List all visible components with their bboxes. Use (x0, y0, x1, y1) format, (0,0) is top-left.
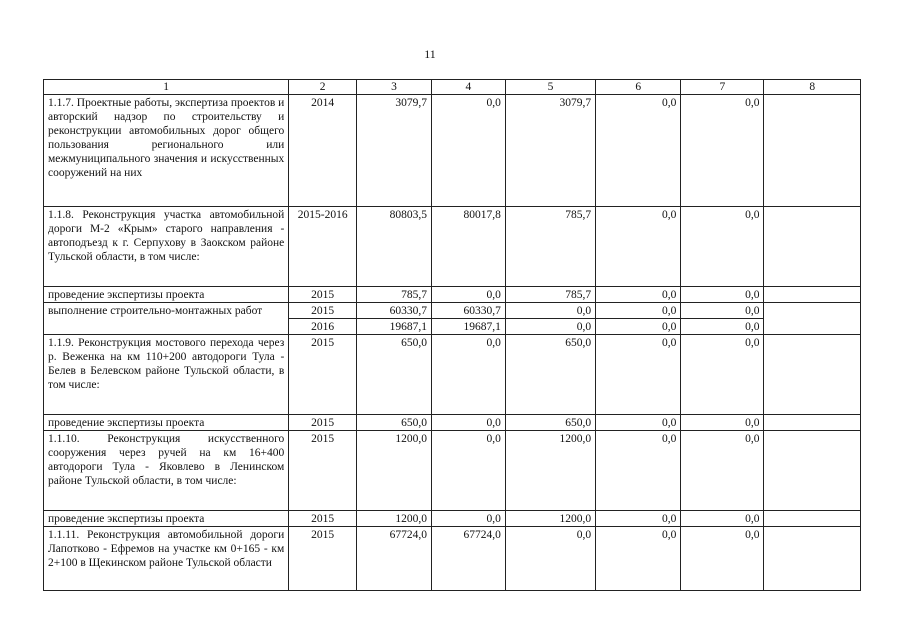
table-row (44, 335, 861, 415)
value-cell: 60330,7 (357, 303, 432, 319)
value-cell: 67724,0 (357, 527, 432, 591)
year-cell: 2015 (289, 287, 357, 303)
value-cell: 19687,1 (357, 319, 432, 335)
value-cell: 1200,0 (357, 511, 432, 527)
table-row (44, 527, 861, 591)
year-cell: 2016 (289, 319, 357, 335)
value-cell (764, 207, 861, 287)
value-cell: 0,0 (431, 415, 505, 431)
value-cell: 0,0 (681, 95, 764, 207)
value-cell: 0,0 (596, 527, 681, 591)
value-cell: 1200,0 (505, 431, 595, 511)
value-cell: 650,0 (357, 335, 432, 415)
value-cell: 0,0 (505, 303, 595, 319)
table-row (44, 207, 861, 287)
year-cell: 2015 (289, 431, 357, 511)
value-cell: 650,0 (505, 335, 595, 415)
column-header: 1 (44, 80, 289, 95)
value-cell: 0,0 (431, 511, 505, 527)
value-cell: 0,0 (431, 95, 505, 207)
column-header: 4 (431, 80, 505, 95)
value-cell: 0,0 (596, 335, 681, 415)
table-row (44, 95, 861, 207)
column-header: 6 (596, 80, 681, 95)
column-header: 8 (764, 80, 861, 95)
value-cell: 0,0 (681, 287, 764, 303)
value-cell (764, 431, 861, 511)
column-header: 5 (505, 80, 595, 95)
item-name: 1.1.8. Реконструкция участка автомобильной дороги М-2 «Крым» старого направления - автоподъезд к г. Серпухову в Заокском районе Тульской области, в том числе: (44, 207, 289, 287)
item-name: 1.1.9. Реконструкция мостового перехода через р. Веженка на км 110+200 автодороги Тула - Белев в Белевском районе Тульской области, в том числе: (44, 335, 289, 415)
column-header: 7 (681, 80, 764, 95)
value-cell: 0,0 (681, 511, 764, 527)
value-cell: 0,0 (681, 415, 764, 431)
table-row (44, 415, 861, 431)
value-cell: 785,7 (505, 287, 595, 303)
value-cell: 3079,7 (505, 95, 595, 207)
value-cell (764, 527, 861, 591)
value-cell (764, 511, 861, 527)
value-cell: 1200,0 (505, 511, 595, 527)
value-cell: 0,0 (681, 319, 764, 335)
value-cell: 0,0 (681, 431, 764, 511)
item-name: проведение экспертизы проекта (44, 511, 289, 527)
value-cell (764, 303, 861, 335)
value-cell: 0,0 (596, 303, 681, 319)
value-cell: 785,7 (357, 287, 432, 303)
value-cell: 0,0 (596, 207, 681, 287)
year-cell: 2015 (289, 511, 357, 527)
column-header: 2 (289, 80, 357, 95)
value-cell: 650,0 (505, 415, 595, 431)
value-cell (764, 415, 861, 431)
value-cell: 0,0 (431, 431, 505, 511)
value-cell: 0,0 (681, 303, 764, 319)
item-name: 1.1.10. Реконструкция искусственного сооружения через ручей на км 16+400 автодороги Тула - Яковлево в Ленинском районе Тульской области, в том числе: (44, 431, 289, 511)
item-name: 1.1.7. Проектные работы, экспертиза проектов и авторский надзор по строительству и реконструкции автомобильных дорог общего пользования регионального или межмуниципального значения и искусственных сооружений на них (44, 95, 289, 207)
value-cell: 0,0 (431, 335, 505, 415)
value-cell (764, 95, 861, 207)
value-cell: 0,0 (596, 431, 681, 511)
year-cell: 2015 (289, 335, 357, 415)
table-row (44, 287, 861, 303)
year-cell: 2015 (289, 415, 357, 431)
item-name: 1.1.11. Реконструкция автомобильной дороги Лапотково - Ефремов на участке км 0+165 - км 2+100 в Щекинском районе Тульской области (44, 527, 289, 591)
value-cell: 60330,7 (431, 303, 505, 319)
year-cell: 2014 (289, 95, 357, 207)
table-row (44, 431, 861, 511)
value-cell: 0,0 (596, 511, 681, 527)
value-cell: 80017,8 (431, 207, 505, 287)
year-cell: 2015 (289, 527, 357, 591)
value-cell: 0,0 (681, 335, 764, 415)
value-cell: 3079,7 (357, 95, 432, 207)
value-cell: 0,0 (681, 527, 764, 591)
value-cell: 0,0 (596, 287, 681, 303)
value-cell: 0,0 (505, 527, 595, 591)
table-row (44, 303, 861, 319)
column-header: 3 (357, 80, 432, 95)
item-name: выполнение строительно-монтажных работ (44, 303, 289, 335)
value-cell: 0,0 (596, 319, 681, 335)
value-cell: 0,0 (681, 207, 764, 287)
value-cell: 19687,1 (431, 319, 505, 335)
page-number: 11 (424, 47, 436, 61)
year-cell: 2015 (289, 303, 357, 319)
table-header-row (44, 80, 861, 95)
item-name: проведение экспертизы проекта (44, 415, 289, 431)
value-cell: 67724,0 (431, 527, 505, 591)
value-cell: 650,0 (357, 415, 432, 431)
value-cell: 0,0 (596, 95, 681, 207)
value-cell: 80803,5 (357, 207, 432, 287)
item-name: проведение экспертизы проекта (44, 287, 289, 303)
value-cell: 1200,0 (357, 431, 432, 511)
value-cell (764, 287, 861, 303)
value-cell: 0,0 (505, 319, 595, 335)
value-cell: 785,7 (505, 207, 595, 287)
budget-table (43, 79, 861, 591)
table-row (44, 511, 861, 527)
value-cell: 0,0 (431, 287, 505, 303)
value-cell: 0,0 (596, 415, 681, 431)
value-cell (764, 335, 861, 415)
year-cell: 2015-2016 (289, 207, 357, 287)
